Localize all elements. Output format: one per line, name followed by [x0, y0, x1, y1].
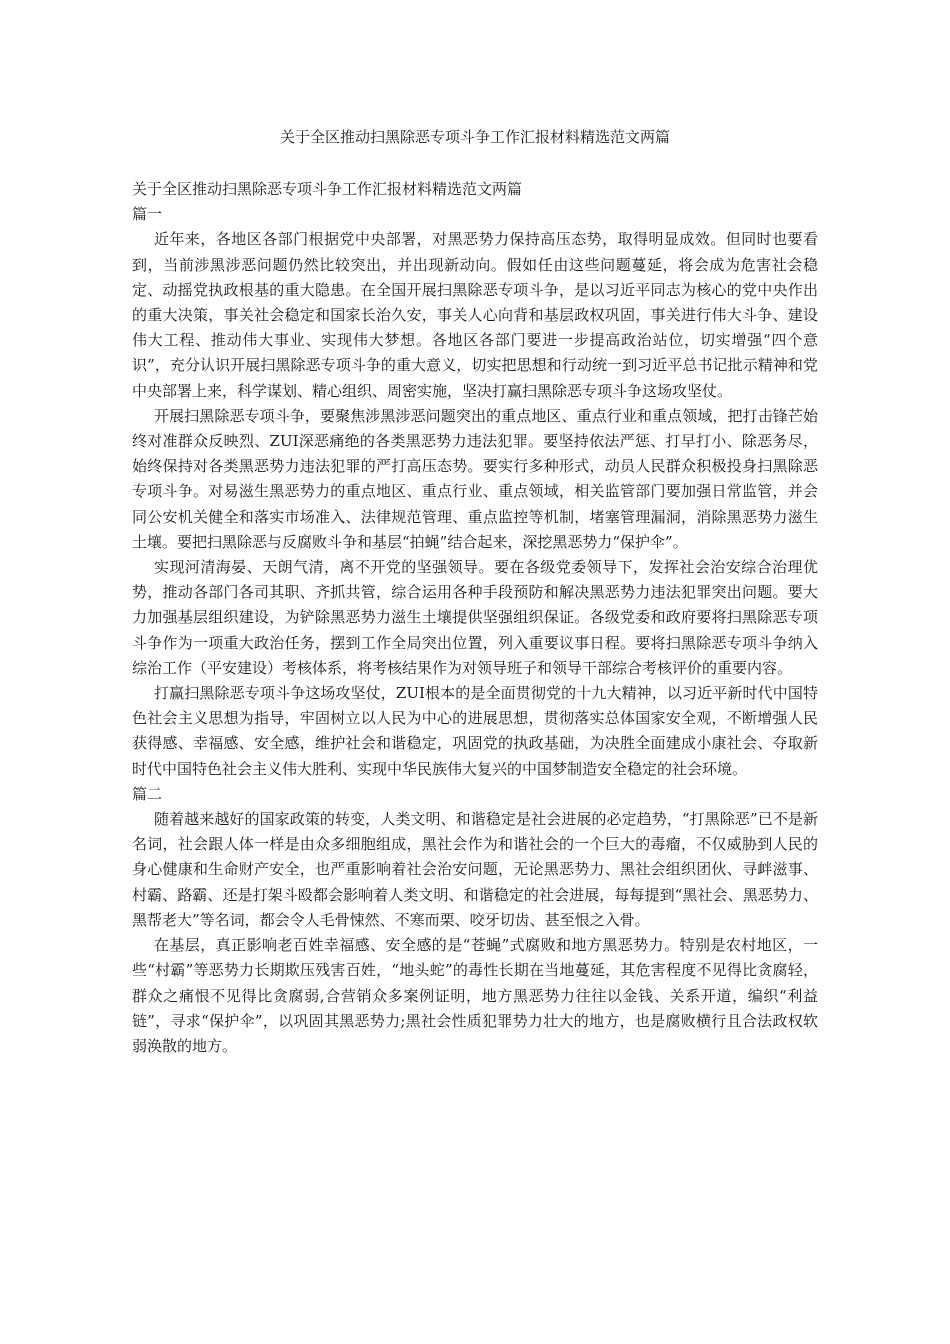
paragraph: 随着越来越好的国家政策的转变，人类文明、和谐稳定是社会进展的必定趋势，“打黑除恶”已不是新名词，社会跟人体一样是由众多细胞组成，黑社会作为和谐社会的一个巨大的毒瘤，不仅威胁到人民的身心健康和生命财产安全，也严重影响着社会治安问题，无论黑恶势力、黑社会组织团伙、寻衅滋事、村霸、路霸、还是打架斗殴都会影响着人类文明、和谐稳定的社会进展，每每提到“黑社会、黑恶势力、黑帮老大”等名词，都会令人毛骨悚然、不寒而栗、咬牙切齿、甚至恨之入骨。 [132, 810, 818, 929]
paragraph: 开展扫黑除恶专项斗争，要聚焦涉黑涉恶问题突出的重点地区、重点行业和重点领域，把打击锋芒始终对准群众反映烈、ZUI深恶痛绝的各类黑恶势力违法犯罪。要坚持依法严惩、打早打小、除恶务尽，始终保持对各类黑恶势力违法犯罪的严打高压态势。要实行多种形式，动员人民群众积极投身扫黑除恶专项斗争。对易滋生黑恶势力的重点地区、重点行业、重点领域，相关监管部门要加强日常监管，并会同公安机关健全和落实市场准入、法律规范管理、重点监控等机制，堵塞管理漏洞，消除黑恶势力滋生土壤。要把扫黑除恶与反腐败斗争和基层“拍蝇”结合起来，深挖黑恶势力“保护伞”。 [132, 406, 818, 551]
document-heading: 关于全区推动扫黑除恶专项斗争工作汇报材料精选范文两篇 [132, 180, 523, 198]
part-label-1: 篇一 [132, 205, 163, 224]
paragraph: 打赢扫黑除恶专项斗争这场攻坚仗，ZUI根本的是全面贯彻党的十九大精神，以习近平新时代中国特色社会主义思想为指导，牢固树立以人民为中心的进展思想，贯彻落实总体国家安全观，不断增强人民获得感、幸福感、安全感，维护社会和谐稳定，巩固党的执政基础，为决胜全面建成小康社会、夺取新时代中国特色社会主义伟大胜利、实现中华民族伟大复兴的中国梦制造安全稳定的社会环境。 [132, 684, 818, 778]
paragraph: 近年来，各地区各部门根据党中央部署，对黑恶势力保持高压态势，取得明显成效。但同时也要看到，当前涉黑涉恶问题仍然比较突出，并出现新动向。假如任由这些问题蔓延，将会成为危害社会稳定、动摇党执政根基的重大隐患。在全国开展扫黑除恶专项斗争，是以习近平同志为核心的党中央作出的重大决策，事关社会稳定和国家长治久安，事关人心向背和基层政权巩固，事关进行伟大斗争、建设伟大工程、推动伟大事业、实现伟大梦想。各地区各部门要进一步提高政治站位，切实增强“四个意识”，充分认识开展扫黑除恶专项斗争的重大意义，切实把思想和行动统一到习近平总书记批示精神和党中央部署上来，科学谋划、精心组织、周密实施，坚决打赢扫黑除恶专项斗争这场攻坚仗。 [132, 230, 818, 400]
paragraph: 在基层，真正影响老百姓幸福感、安全感的是“苍蝇”式腐败和地方黑恶势力。特别是农村地区，一些“村霸”等恶势力长期欺压残害百姓，“地头蛇”的毒性长期在当地蔓延，其危害程度不见得比贪腐轻，群众之痛恨不见得比贪腐弱,合营销众多案例证明，地方黑恶势力往往以金钱、关系开道，编织“利益链”，寻求“保护伞”，以巩固其黑恶势力;黑社会性质犯罪势力壮大的地方，也是腐败横行且合法政权软弱涣散的地方。 [132, 936, 818, 1055]
paragraph: 实现河清海晏、天朗气清，离不开党的坚强领导。要在各级党委领导下，发挥社会治安综合治理优势，推动各部门各司其职、齐抓共管，综合运用各种手段预防和解决黑恶势力违法犯罪突出问题。要大力加强基层组织建设，为铲除黑恶势力滋生土壤提供坚强组织保证。各级党委和政府要将扫黑除恶专项斗争作为一项重大政治任务，摆到工作全局突出位置，列入重要议事日程。要将扫黑除恶专项斗争纳入综治工作（平安建设）考核体系，将考核结果作为对领导班子和领导干部综合考核评价的重要内容。 [132, 558, 818, 677]
document-title: 关于全区推动扫黑除恶专项斗争工作汇报材料精选范文两篇 [279, 128, 670, 146]
part-label-2: 篇二 [132, 784, 163, 803]
document-body [132, 177, 818, 1059]
